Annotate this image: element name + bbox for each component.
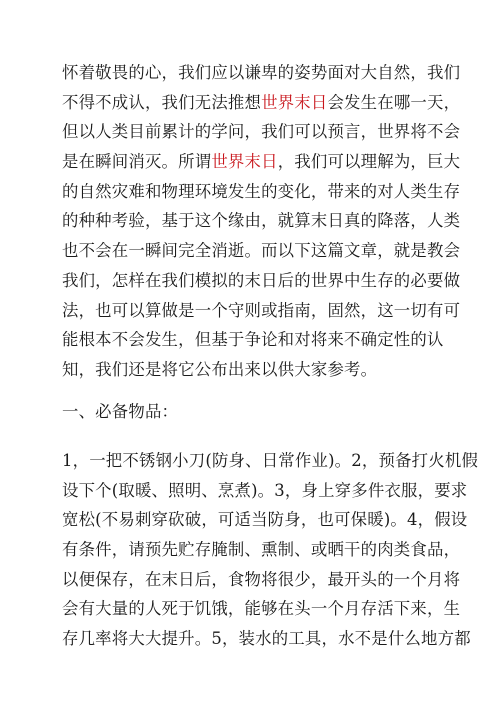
text-segment: 存几率将大大提升。5，装水的工具，水不是什么地方都 [62,629,471,649]
text-segment: 会有大量的人死于饥饿，能够在头一个月存活下来，生 [62,599,461,619]
text-segment: 宽松(不易刺穿砍破，可适当防身，也可保暖)。4，假设 [62,510,468,530]
text-segment: 是在瞬间消灭。所谓 [62,152,212,172]
text-line [62,296,460,326]
text-line [62,117,460,147]
highlighted-keyword: 世界末日 [211,152,278,172]
text-line [62,147,460,177]
text-line [62,177,460,207]
text-line [62,594,478,624]
text-segment: 能根本不会发生，但基于争论和对将来不确定性的认 [62,330,444,350]
text-line [62,88,460,118]
text-segment: 以便保存，在末日后，食物将很少，最开头的一个月将 [62,569,461,589]
text-line [62,325,460,355]
text-segment: 法，也可以算做是一个守则或指南，固然，这一切有可 [62,300,461,320]
text-line [62,355,460,385]
text-segment: 有条件，请预先贮存腌制、熏制、或晒干的肉类食品， [62,540,461,560]
text-segment: 1，一把不锈钢小刀(防身、日常作业)。2，预备打火机假 [62,451,479,470]
text-segment: 我们，怎样在我们模拟的末日后的世界中生存的必要做 [62,270,461,290]
text-line [62,236,460,266]
text-line [62,206,460,236]
text-line [62,505,478,535]
text-segment: 的种种考验，基于这个缘由，就算末日真的降落，人类 [62,211,461,231]
text-segment: 设下个(取暖、照明、烹煮)。3，身上穿多件衣服，要求 [62,480,468,500]
text-line [62,446,478,476]
text-line [62,266,460,296]
text-line [62,565,478,595]
text-segment: 知，我们还是将它公布出来以供大家参考。 [62,359,378,379]
section-heading [62,397,178,427]
section-heading-text: 一、必备物品： [62,402,179,421]
text-line [62,58,460,88]
items-paragraph [62,446,478,654]
text-segment: 也不会在一瞬间完全消逝。而以下这篇文章，就是教会 [62,241,461,261]
text-segment: 的自然灾难和物理环境发生的变化，带来的对人类生存 [62,181,461,201]
text-segment: 会发生在哪一天， [327,92,461,112]
highlighted-keyword: 世界末日 [261,92,328,112]
text-segment: 不得不成认，我们无法推想 [62,92,262,112]
text-line [62,476,478,506]
text-line [62,535,478,565]
intro-paragraph [62,58,460,385]
text-segment: 怀着敬畏的心，我们应以谦卑的姿势面对大自然，我们 [62,63,461,82]
text-segment: ，我们可以理解为，巨大 [277,152,461,172]
text-line [62,624,478,654]
text-segment: 但以人类目前累计的学问，我们可以预言，世界将不会 [62,122,461,142]
